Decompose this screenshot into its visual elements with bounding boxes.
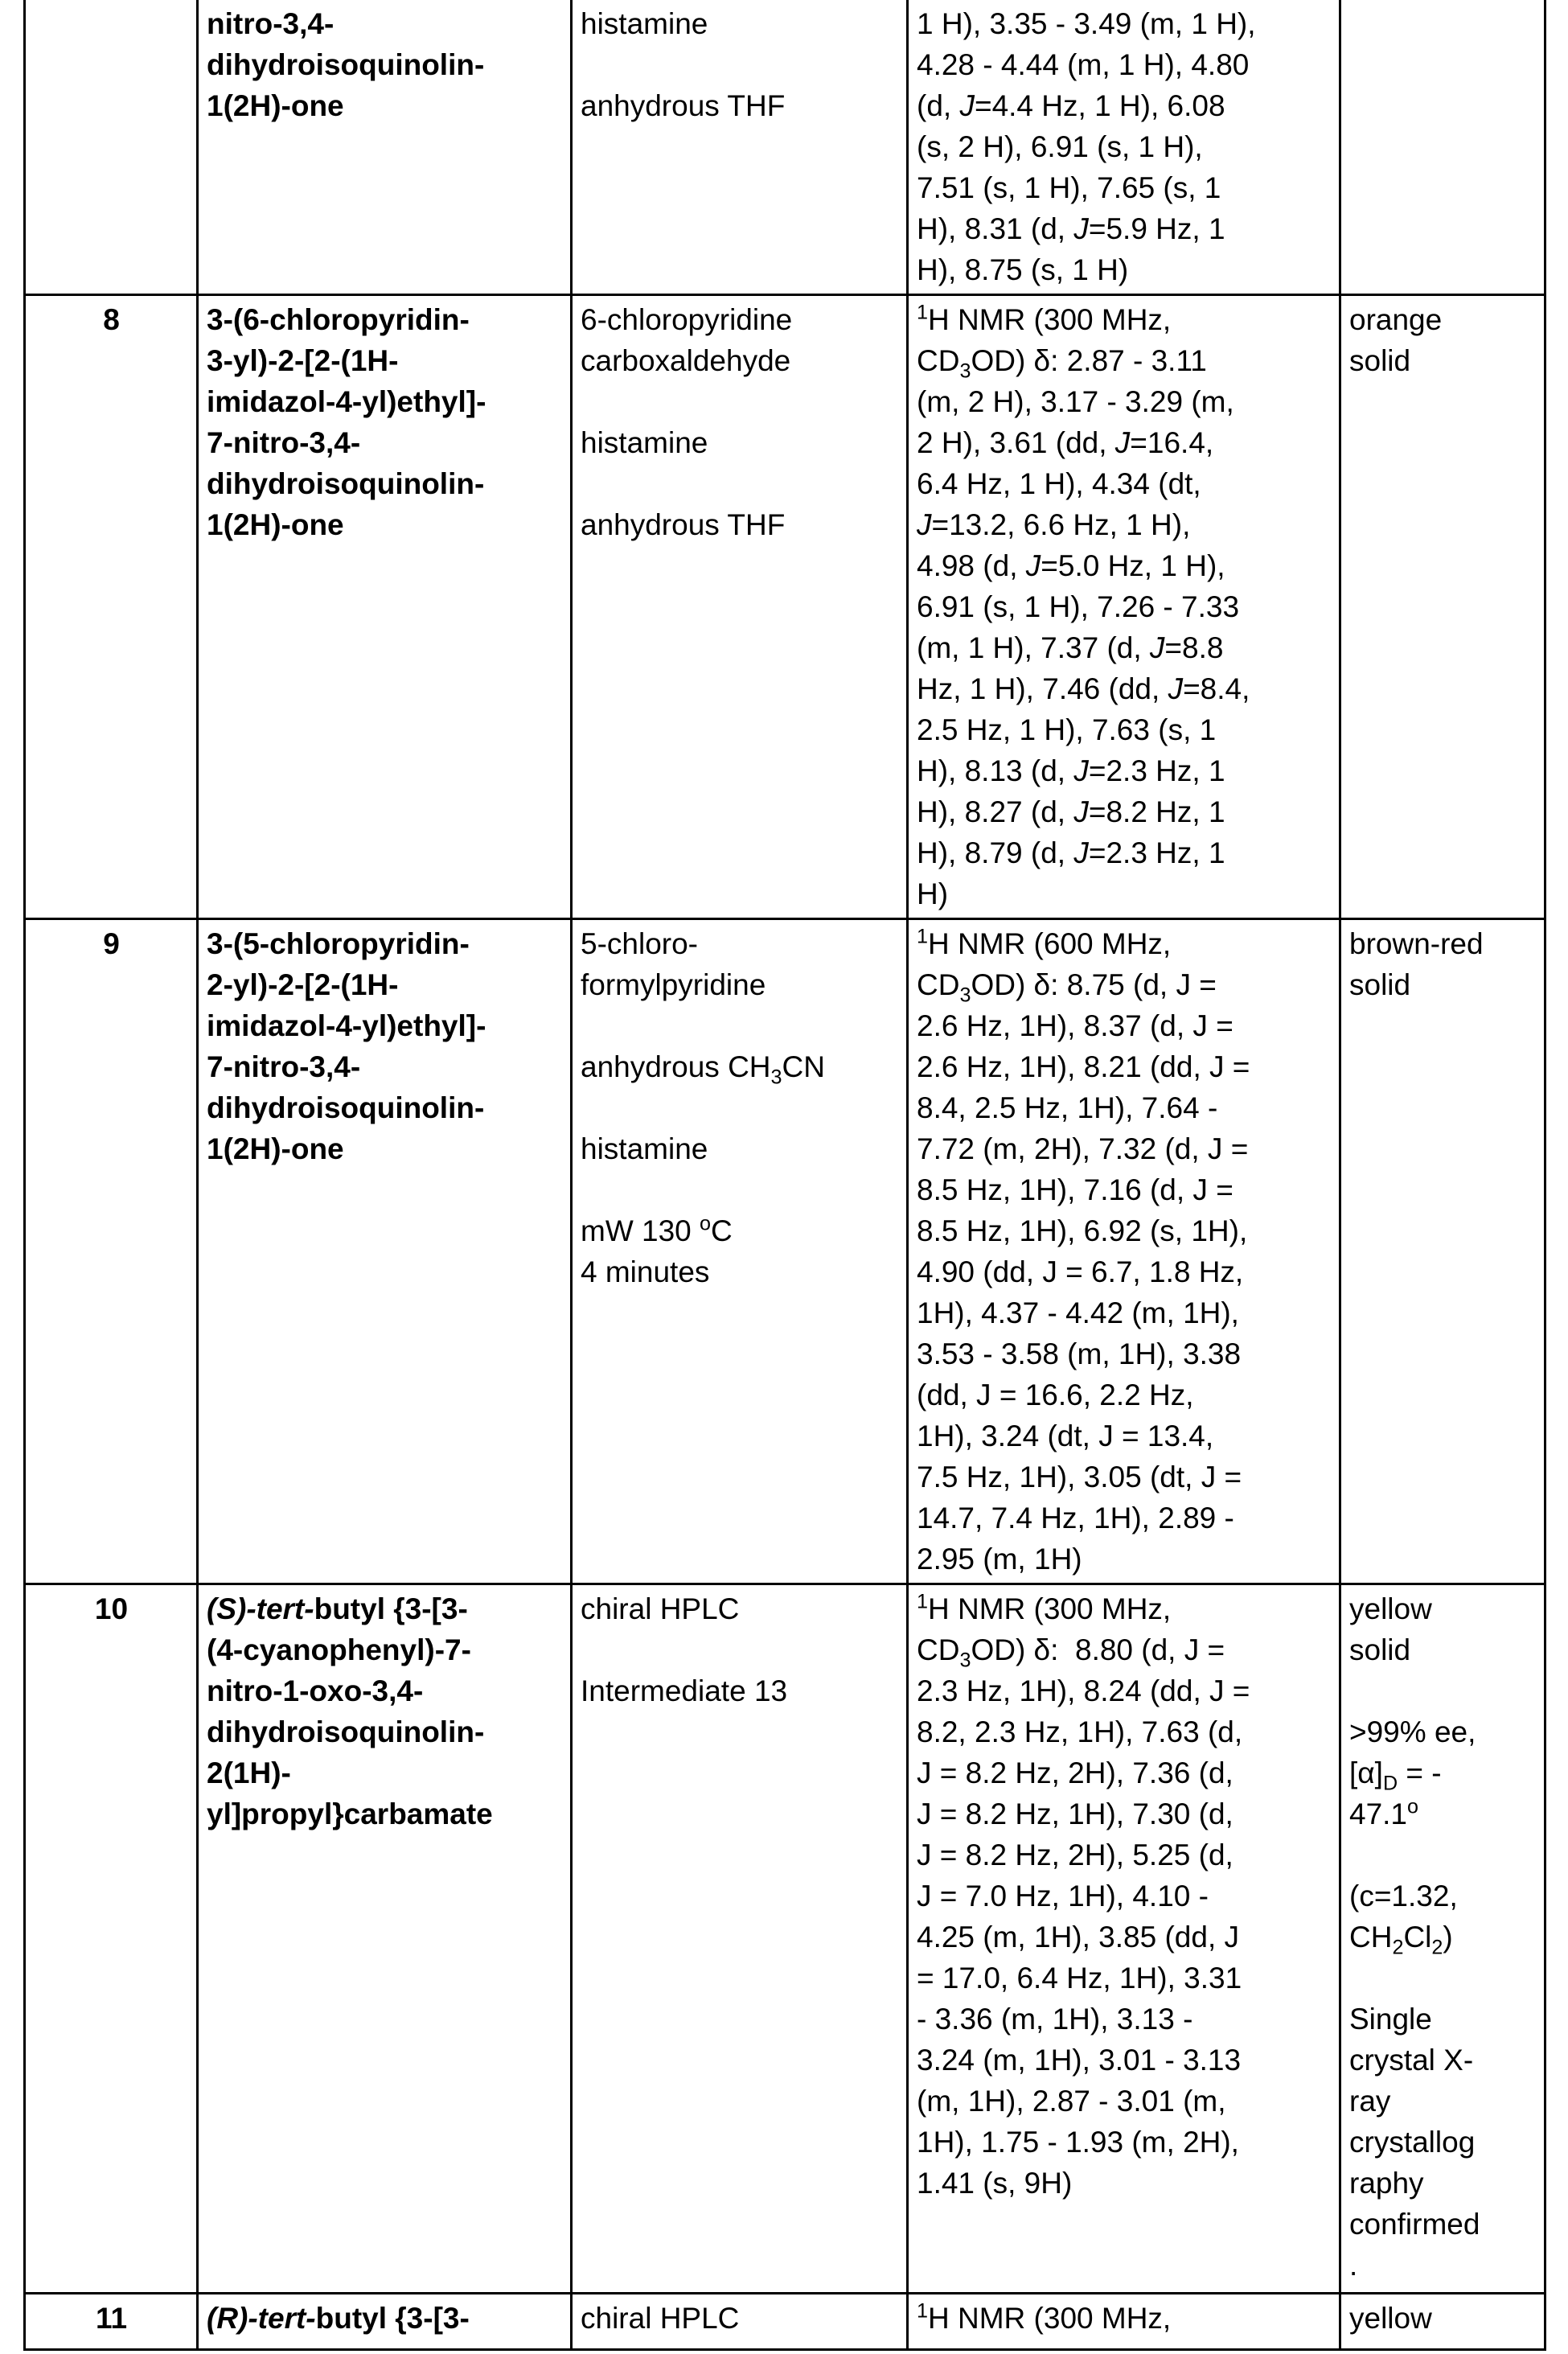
row-number-cell: 9 (25, 919, 198, 1584)
nmr-data-cell: 1 H), 3.35 - 3.49 (m, 1 H), 4.28 - 4.44 (m, 1 H), 4.80 (d, J=4.4 Hz, 1 H), 6.08 (s, 2 H), 6.91 (s, 1 H), 7.51 (s, 1 H), 7.65 (s, 1 H), 8.31 (d, J=5.9 Hz, 1 H), 8.75 (s, 1 H) (908, 0, 1340, 295)
row-number-cell: 11 (25, 2294, 198, 2350)
table-row (25, 2294, 1545, 2350)
appearance-cell: brown-red solid (1340, 919, 1545, 1584)
appearance-cell (1340, 0, 1545, 295)
appearance-cell: yellow (1340, 2294, 1545, 2350)
reagents-cell: 5-chloro- formylpyridine anhydrous $CH_3CN$ histamine mW 130 $^o$C 4 minutes (572, 919, 908, 1584)
row-number-cell (25, 0, 198, 295)
compound-name-cell: 3-(6-chloropyridin- 3-yl)-2-[2-(1H- imidazol-4-yl)ethyl]- 7-nitro-3,4- dihydroisoquinolin- 1(2H)-one (198, 295, 572, 919)
reagents-cell: histamine anhydrous THF (572, 0, 908, 295)
appearance-cell: orange solid (1340, 295, 1545, 919)
row-number-cell: 10 (25, 1584, 198, 2294)
reagents-cell: chiral HPLC Intermediate 13 (572, 1584, 908, 2294)
compound-name-cell: 3-(5-chloropyridin- 2-yl)-2-[2-(1H- imidazol-4-yl)ethyl]- 7-nitro-3,4- dihydroisoquinolin- 1(2H)-one (198, 919, 572, 1584)
compound-table (23, 0, 1546, 2351)
table-row (25, 295, 1545, 919)
table-row (25, 1584, 1545, 2294)
compound-name-cell: (R)-tert-butyl {3-[3- (198, 2294, 572, 2350)
compound-name-cell: (S)-tert-butyl {3-[3- (4-cyanophenyl)-7- nitro-1-oxo-3,4- dihydroisoquinolin- 2(1H)- yl]propyl}carbamate (198, 1584, 572, 2294)
nmr-data-cell: $^1$H NMR (300 MHz, (908, 2294, 1340, 2350)
nmr-data-cell: $^1$H NMR (600 MHz, $CD_3OD$) δ: 8.75 (d, J = 2.6 Hz, 1H), 8.37 (d, J = 2.6 Hz, 1H), 8.21 (dd, J = 8.4, 2.5 Hz, 1H), 7.64 - 7.72 (m, 2H), 7.32 (d, J = 8.5 Hz, 1H), 7.16 (d, J = 8.5 Hz, 1H), 6.92 (s, 1H), 4.90 (dd, J = 6.7, 1.8 Hz, 1H), 4.37 - 4.42 (m, 1H), 3.53 - 3.58 (m, 1H), 3.38 (dd, J = 16.6, 2.2 Hz, 1H), 3.24 (dt, J = 13.4, 7.5 Hz, 1H), 3.05 (dt, J = 14.7, 7.4 Hz, 1H), 2.89 - 2.95 (m, 1H) (908, 919, 1340, 1584)
reagents-cell: chiral HPLC (572, 2294, 908, 2350)
nmr-data-cell: $^1$H NMR (300 MHz, $CD_3OD$) δ: 8.80 (d, J = 2.3 Hz, 1H), 8.24 (dd, J = 8.2, 2.3 Hz, 1H), 7.63 (d, J = 8.2 Hz, 2H), 7.36 (d, J = 8.2 Hz, 1H), 7.30 (d, J = 8.2 Hz, 2H), 5.25 (d, J = 7.0 Hz, 1H), 4.10 - 4.25 (m, 1H), 3.85 (dd, J = 17.0, 6.4 Hz, 1H), 3.31 - 3.36 (m, 1H), 3.13 - 3.24 (m, 1H), 3.01 - 3.13 (m, 1H), 2.87 - 3.01 (m, 1H), 1.75 - 1.93 (m, 2H), 1.41 (s, 9H) (908, 1584, 1340, 2294)
reagents-cell: 6-chloropyridine carboxaldehyde histamine anhydrous THF (572, 295, 908, 919)
table-row (25, 0, 1545, 295)
row-number-cell: 8 (25, 295, 198, 919)
table-row (25, 919, 1545, 1584)
nmr-data-cell: $^1$H NMR (300 MHz, $CD_3OD$) δ: 2.87 - 3.11 (m, 2 H), 3.17 - 3.29 (m, 2 H), 3.61 (dd, J=16.4, 6.4 Hz, 1 H), 4.34 (dt, J=13.2, 6.6 Hz, 1 H), 4.98 (d, J=5.0 Hz, 1 H), 6.91 (s, 1 H), 7.26 - 7.33 (m, 1 H), 7.37 (d, J=8.8 Hz, 1 H), 7.46 (dd, J=8.4, 2.5 Hz, 1 H), 7.63 (s, 1 H), 8.13 (d, J=2.3 Hz, 1 H), 8.27 (d, J=8.2 Hz, 1 H), 8.79 (d, J=2.3 Hz, 1 H) (908, 295, 1340, 919)
appearance-cell: yellow solid >99% ee, $[\alpha]_D$ = - 47.1$^o$ (c=1.32, $CH_2Cl_2$) Single crystal X- ray crystallog raphy confirmed . (1340, 1584, 1545, 2294)
compound-name-cell: nitro-3,4- dihydroisoquinolin- 1(2H)-one (198, 0, 572, 295)
